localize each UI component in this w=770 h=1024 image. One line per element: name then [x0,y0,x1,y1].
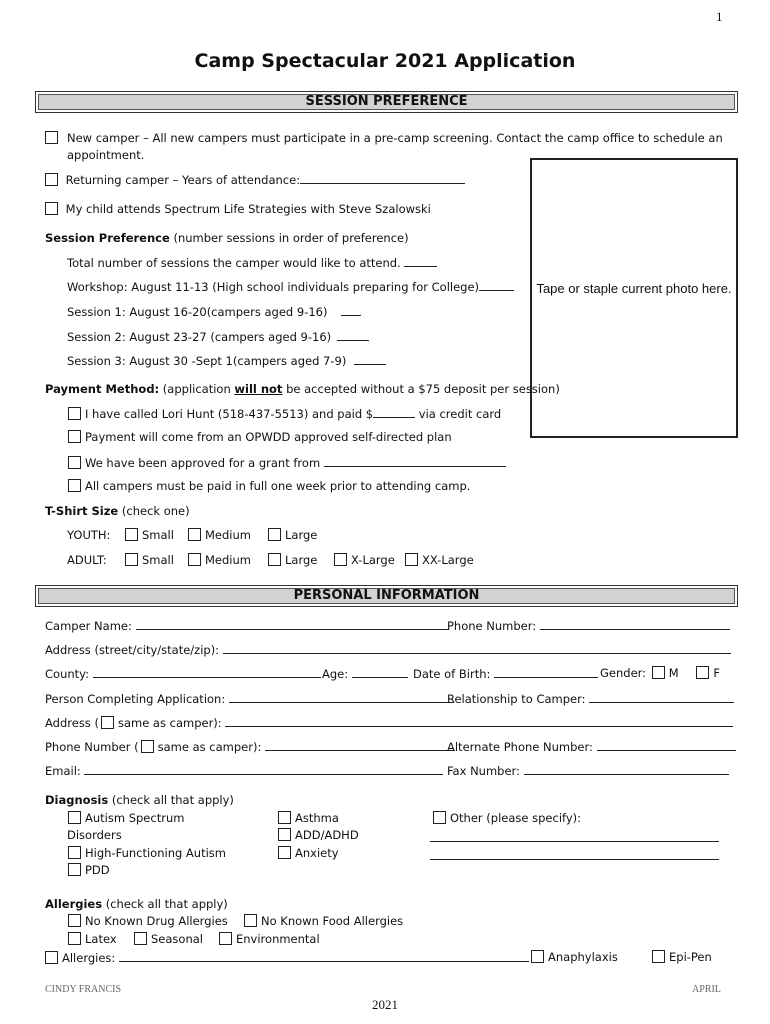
payment-opwdd-checkbox[interactable] [68,430,81,443]
alt-phone-label: Alternate Phone Number: [447,740,597,754]
diagnosis-heading [45,793,234,807]
person-completing-label: Person Completing Application: [45,692,229,706]
camper-name-row [45,618,449,633]
gender-label: Gender: [600,666,647,680]
adult-large-label: Large [285,553,318,567]
dob-field[interactable] [494,666,598,678]
phone-same-checkbox[interactable] [141,740,154,753]
allergy-drug-label: No Known Drug Allergies [85,914,228,928]
allergy-food-checkbox[interactable] [244,914,257,927]
new-camper-text-1: New camper – All new campers must participate in a pre-camp screening. Contact the camp office to schedule an [67,131,723,145]
total-sessions-label: Total number of sessions the camper would like to attend. [67,256,405,270]
session1-row [67,304,361,319]
spectrum-life-label: My child attends Spectrum Life Strategies with Steve Szalowski [65,202,431,216]
address2-row [45,715,733,730]
dob-row [413,666,598,681]
diag-anxiety-checkbox[interactable] [278,846,291,859]
allergies-label: Allergies [45,897,103,911]
personal-information-header: PERSONAL INFORMATION [35,585,738,607]
allergy-drug [68,914,228,928]
allergy-env [219,932,320,946]
adult-medium [188,553,251,567]
adult-small-label: Small [142,553,174,567]
fax-field[interactable] [524,763,729,775]
anaphylaxis-checkbox[interactable] [531,950,544,963]
session-preference-heading [45,231,409,245]
session-preference-header: SESSION PREFERENCE [35,91,738,113]
years-attendance-field[interactable] [300,172,465,184]
adult-large [268,553,317,567]
payment-amount-field[interactable] [373,406,415,418]
youth-small-checkbox[interactable] [125,528,138,541]
session1-label: Session 1: August 16-20(campers aged 9-16) [67,305,328,319]
workshop-label: Workshop: August 11-13 (High school individuals preparing for College) [67,280,480,294]
payment-grant-checkbox[interactable] [68,456,81,469]
diagnosis-note: (check all that apply) [108,793,234,807]
allergies-field[interactable] [119,950,529,962]
session2-field[interactable] [337,329,369,341]
allergy-env-label: Environmental [236,932,320,946]
youth-medium [188,528,251,542]
payment-note-post: be accepted without a $75 deposit per session) [282,382,560,396]
allergies-note: (check all that apply) [102,897,228,911]
diag-hfa-checkbox[interactable] [68,846,81,859]
grant-source-field[interactable] [324,455,506,467]
person-completing-row [45,691,453,706]
youth-medium-label: Medium [205,528,251,542]
county-row [45,666,321,681]
address2-field[interactable] [225,715,733,727]
adult-small [125,553,174,567]
alt-phone-field[interactable] [597,739,736,751]
allergy-latex [68,932,117,946]
allergy-seasonal-label: Seasonal [151,932,203,946]
diag-anxiety [278,846,339,860]
session3-row [67,353,386,368]
phone-number-row [447,618,730,633]
payment-option-credit [68,406,501,421]
session3-field[interactable] [354,353,386,365]
allergy-food-label: No Known Food Allergies [261,914,404,928]
tshirt-heading [45,504,190,518]
county-label: County: [45,667,93,681]
phone2-label: Phone Number ( [45,740,139,754]
workshop-row [67,279,514,294]
returning-camper-row [45,172,465,187]
epipen-checkbox[interactable] [652,950,665,963]
gender-m-label: M [668,666,679,680]
page-number: 1 [716,9,723,24]
diag-other-checkbox[interactable] [433,811,446,824]
address-same-checkbox[interactable] [101,716,114,729]
youth-medium-checkbox[interactable] [188,528,201,541]
spectrum-life-row [45,202,431,216]
address-row [45,642,731,657]
alt-phone-row [447,739,736,754]
email-field[interactable] [84,763,443,775]
adult-small-checkbox[interactable] [125,553,138,566]
tshirt-note: (check one) [118,504,190,518]
camper-name-field[interactable] [136,618,449,630]
youth-label: YOUTH: [67,528,111,542]
person-completing-field[interactable] [229,691,453,703]
diag-pdd-checkbox[interactable] [68,863,81,876]
allergy-drug-checkbox[interactable] [68,914,81,927]
tshirt-label: T-Shirt Size [45,504,119,518]
total-sessions-field[interactable] [404,255,437,267]
address-field[interactable] [223,642,731,654]
session-preference-note: (number sessions in order of preference) [169,231,409,245]
adult-medium-checkbox[interactable] [188,553,201,566]
relationship-field[interactable] [589,691,734,703]
diag-other-field-2[interactable] [430,848,719,860]
footer-right: APRIL [692,984,721,995]
diag-other-label: Other (please specify): [450,811,582,825]
relationship-label: Relationship to Camper: [447,692,590,706]
session2-label: Session 2: August 23-27 (campers aged 9-16) [67,330,332,344]
payment-credit-label-b: via credit card [415,407,502,421]
allergies-heading [45,897,228,911]
allergy-seasonal-checkbox[interactable] [134,932,147,945]
allergies-field-label: Allergies: [62,951,119,965]
payment-label: Payment Method: [45,382,160,396]
phone-number-field[interactable] [540,618,730,630]
photo-box [530,158,738,438]
gender-f-checkbox[interactable] [696,666,709,679]
diag-pdd-label: PDD [85,863,110,877]
diag-autism-label: Autism Spectrum [85,811,185,825]
page-title: Camp Spectacular 2021 Application [194,50,576,72]
diag-asthma [278,811,339,825]
fax-row [447,763,729,778]
youth-small [125,528,174,542]
youth-large-label: Large [285,528,318,542]
diag-other [433,811,581,825]
adult-medium-label: Medium [205,553,251,567]
photo-instructions: Tape or staple current photo here. [536,281,732,296]
diagnosis-label: Diagnosis [45,793,109,807]
age-label: Age: [322,667,352,681]
allergy-env-checkbox[interactable] [219,932,232,945]
allergy-latex-label: Latex [85,932,117,946]
workshop-field[interactable] [479,279,514,291]
address-label: Address (street/city/state/zip): [45,643,223,657]
session3-label: Session 3: August 30 -Sept 1(campers aged 7-9) [67,354,347,368]
anaphylaxis [531,950,618,964]
adult-xxlarge [405,553,474,567]
new-camper-row [45,131,62,145]
payment-note-pre: (application [159,382,235,396]
adult-xxlarge-label: XX-Large [422,553,474,567]
dob-label: Date of Birth: [413,667,495,681]
age-field[interactable] [352,666,408,678]
diag-autism [68,811,184,825]
diag-autism-checkbox[interactable] [68,811,81,824]
payment-heading [45,382,560,396]
gender-m-checkbox[interactable] [652,666,665,679]
payment-note-emphasis: will not [234,382,283,396]
fax-label: Fax Number: [447,764,524,778]
new-camper-checkbox[interactable] [45,131,58,144]
email-row [45,763,443,778]
footer-left: CINDY FRANCIS [45,984,122,995]
address-same-label: same as camper): [117,716,226,730]
diag-anxiety-label: Anxiety [295,846,339,860]
footer-year: 2021 [372,997,398,1012]
payment-option-grant [68,455,506,470]
adult-label: ADULT: [67,553,107,567]
session2-row [67,329,369,344]
diag-hfa [68,846,226,860]
payment-full-checkbox[interactable] [68,479,81,492]
diag-add [278,828,359,842]
payment-grant-label: We have been approved for a grant from [85,456,324,470]
gender-f-label: F [713,666,720,680]
session-preference-label: Session Preference [45,231,170,245]
payment-full-label: All campers must be paid in full one week prior to attending camp. [85,479,471,493]
payment-credit-checkbox[interactable] [68,407,81,420]
diag-add-checkbox[interactable] [278,828,291,841]
adult-xxlarge-checkbox[interactable] [405,553,418,566]
diag-disorders-label: Disorders [67,828,122,842]
allergies-field-row [45,950,529,965]
gender-row [600,666,720,680]
epipen [652,950,712,964]
adult-large-checkbox[interactable] [268,553,281,566]
youth-large [268,528,317,542]
payment-option-full [68,479,470,493]
phone-number-label: Phone Number: [447,619,540,633]
epipen-label: Epi-Pen [669,950,712,964]
adult-xlarge-label: X-Large [351,553,395,567]
new-camper-text-2: appointment. [67,148,145,162]
allergy-seasonal [134,932,203,946]
total-sessions-row [67,255,437,270]
phone2-row [45,739,455,754]
diag-add-label: ADD/ADHD [295,828,359,842]
county-field[interactable] [93,666,321,678]
diag-asthma-checkbox[interactable] [278,811,291,824]
payment-option-opwdd [68,430,452,444]
returning-camper-label: Returning camper – Years of attendance: [65,173,301,187]
phone2-field[interactable] [265,739,455,751]
age-row [322,666,408,681]
phone-same-label: same as camper): [157,740,265,754]
allergy-latex-checkbox[interactable] [68,932,81,945]
returning-camper-checkbox[interactable] [45,173,58,186]
youth-small-label: Small [142,528,174,542]
diag-other-field-1[interactable] [430,830,719,842]
session1-field[interactable] [341,304,361,316]
diag-pdd [68,863,110,877]
spectrum-life-checkbox[interactable] [45,202,58,215]
diag-asthma-label: Asthma [295,811,339,825]
payment-credit-label-a: I have called Lori Hunt (518-437-5513) and paid $ [85,407,374,421]
allergies-checkbox[interactable] [45,951,58,964]
anaphylaxis-label: Anaphylaxis [548,950,618,964]
adult-xlarge [334,553,395,567]
payment-opwdd-label: Payment will come from an OPWDD approved self-directed plan [85,430,452,444]
youth-large-checkbox[interactable] [268,528,281,541]
allergy-food [244,914,403,928]
camper-name-label: Camper Name: [45,619,136,633]
address2-label: Address ( [45,716,99,730]
diag-hfa-label: High-Functioning Autism [85,846,226,860]
adult-xlarge-checkbox[interactable] [334,553,347,566]
relationship-row [447,691,734,706]
email-label: Email: [45,764,85,778]
